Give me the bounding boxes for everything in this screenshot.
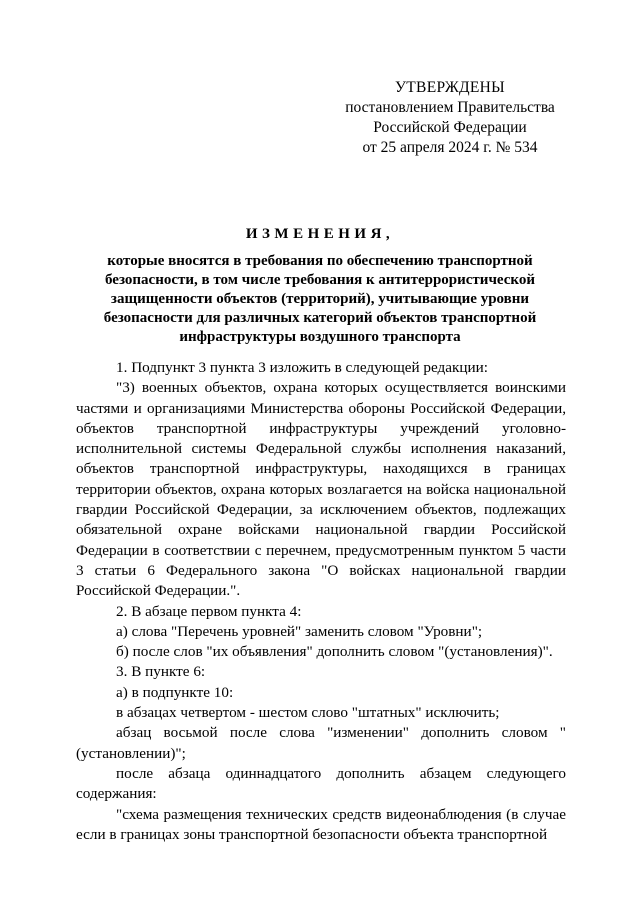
paragraph-2: "3) военных объектов, охрана которых осуществляется воинскими частями и организациями Министерства обороны Российской Федерации, объектов транспортной инфраструктуры учреждений уголовно-исполнительной системы Федеральной службы исполнения наказаний, объектов транспортной инфраструктуры, находящихся в границах территории объектов, охрана которых возлагается на войска национальной гвардии Российской Федерации, за исключением объектов, подлежащих обязательной охране войсками национальной гвардии Российской Федерации в соответствии с перечнем, предусмотренным пунктом 5 части 3 статьи 6 Федерального закона "О войсках национальной гвардии Российской Федерации.".: [76, 379, 566, 600]
approval-line-3: от 25 апреля 2024 г. № 534: [362, 139, 538, 156]
paragraph-10: после абзаца одиннадцатого дополнить абзацем следующего содержания:: [76, 764, 566, 803]
approval-heading: УТВЕРЖДЕНЫ: [395, 79, 505, 96]
paragraph-4: а) слова "Перечень уровней" заменить словом "Уровни";: [116, 622, 483, 640]
paragraph-7: а) в подпункте 10:: [116, 683, 234, 701]
approval-line-2: Российской Федерации: [373, 119, 527, 136]
document-title: ИЗМЕНЕНИЯ,: [245, 226, 395, 242]
paragraph-11: "схема размещения технических средств видеонаблюдения (в случае если в границах зоны транспортной безопасности объекта транспортной: [76, 805, 566, 843]
approval-block: [300, 78, 600, 158]
paragraph-5: б) после слов "их объявления" дополнить словом "(установления)".: [116, 643, 553, 661]
paragraph-8: в абзацах четвертом - шестом слово "штатных" исключить;: [116, 704, 500, 722]
paragraph-1: 1. Подпункт 3 пункта 3 изложить в следующей редакции:: [116, 359, 489, 376]
paragraph-6: 3. В пункте 6:: [116, 663, 206, 681]
document-body: [76, 358, 566, 845]
paragraph-9: абзац восьмой после слова "изменении" дополнить словом "(установлении)";: [76, 724, 566, 762]
paragraph-3: 2. В абзаце первом пункта 4:: [116, 602, 302, 620]
document-subtitle: которые вносятся в требования по обеспечению транспортной безопасности, в том числе требования к антитеррористической защищенности объектов (территорий), учитывающие уровни безопасности для различных категорий объектов транспортной инфраструктуры воздушного транспорта: [103, 253, 537, 345]
approval-line-1: постановлением Правительства: [345, 99, 555, 116]
